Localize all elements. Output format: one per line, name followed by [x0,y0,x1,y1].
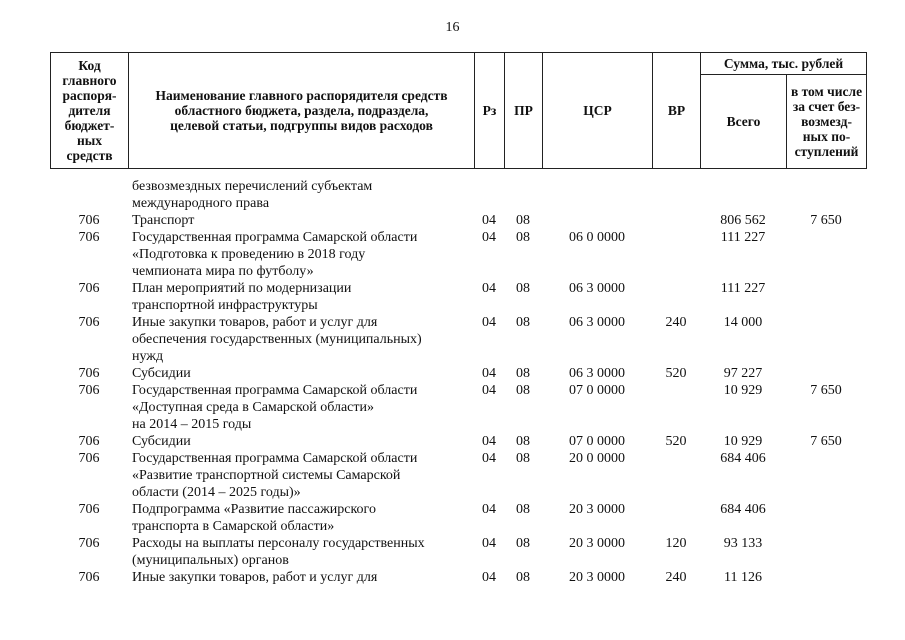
cell-total: 11 126 [724,570,762,585]
name-line: Иные закупки товаров, работ и услуг для [132,570,378,585]
cell-vr: 120 [665,536,687,551]
cell-code: 706 [78,383,100,398]
cell-name [128,314,474,365]
cell-rz: 04 [482,366,496,381]
table-row [50,433,866,450]
name-line: Субсидии [132,434,191,449]
page-number: 16 [445,20,460,35]
name-line: обеспечения государственных (муниципальных) [132,332,422,347]
cell-pr: 08 [516,434,530,449]
cell-rz [474,178,504,212]
cell-csr: 07 0 0000 [569,383,625,398]
table-row [50,229,866,280]
cell-vr [652,178,700,212]
header-free [787,75,867,169]
cell-code: 706 [78,230,100,245]
header-line: дителя [68,103,111,118]
cell-code: 706 [78,366,100,381]
cell-vr [652,382,700,433]
table-row [50,535,866,569]
cell-free [786,569,866,586]
cell-pr: 08 [516,281,530,296]
cell-vr [652,229,700,280]
table-row [50,280,866,314]
table-row [50,365,866,382]
cell-csr: 20 0 0000 [569,451,625,466]
cell-free [786,450,866,501]
cell-total [700,178,786,212]
name-line: Транспорт [132,213,195,228]
header-line: распоря- [62,88,117,103]
name-line: Государственная программа Самарской области [132,383,418,398]
cell-csr: 06 3 0000 [569,281,625,296]
name-line: чемпионата мира по футболу» [132,264,314,279]
cell-csr: 20 3 0000 [569,536,625,551]
cell-name [128,280,474,314]
cell-name [128,501,474,535]
cell-code: 706 [78,570,100,585]
header-line: ных по- [802,129,851,144]
cell-name [128,212,474,229]
cell-code [50,178,128,212]
cell-csr: 20 3 0000 [569,502,625,517]
cell-pr: 08 [516,536,530,551]
cell-name [128,535,474,569]
cell-name [128,382,474,433]
name-line: транспорта в Самарской области» [132,519,335,534]
cell-csr: 20 3 0000 [569,570,625,585]
cell-pr: 08 [516,570,530,585]
name-line: «Развитие транспортной системы Самарской [132,468,401,483]
name-line: «Подготовка к проведению в 2018 году [132,247,366,262]
cell-rz: 04 [482,281,496,296]
header-name [129,53,475,169]
cell-total: 10 929 [723,434,763,449]
name-line: План мероприятий по модернизации [132,281,352,296]
cell-csr: 06 3 0000 [569,315,625,330]
name-line: Расходы на выплаты персоналу государственных [132,536,425,551]
cell-free [786,535,866,569]
cell-name [128,569,474,586]
cell-free [786,365,866,382]
cell-pr: 08 [516,213,530,228]
header-line: за счет без- [792,99,861,114]
cell-rz: 04 [482,536,496,551]
cell-rz: 04 [482,502,496,517]
cell-name [128,365,474,382]
cell-total: 10 929 [723,383,763,398]
cell-vr: 240 [665,570,687,585]
header-line: бюджет- [64,118,115,133]
header-line: областного бюджета, раздела, подраздела, [174,103,429,118]
cell-pr: 08 [516,451,530,466]
header-pr: ПР [505,53,543,169]
cell-total: 111 227 [720,281,766,296]
header-vr: ВР [653,53,701,169]
cell-free: 7 650 [810,213,842,228]
header-code [51,53,129,169]
cell-vr: 520 [665,366,687,381]
header-sum: Сумма, тыс. рублей [701,53,867,75]
name-line: безвозмездных перечислений субъектам [132,179,373,194]
name-line: Государственная программа Самарской области [132,230,418,245]
cell-free [786,229,866,280]
cell-total: 806 562 [720,213,766,228]
cell-total: 93 133 [723,536,763,551]
name-line: Подпрограмма «Развитие пассажирского [132,502,376,517]
header-total: Всего [701,75,787,169]
cell-name [128,229,474,280]
header-line: целевой статьи, подгруппы видов расходов [170,118,433,133]
cell-pr [504,178,542,212]
cell-free: 7 650 [810,383,842,398]
table-row [50,178,866,212]
cell-vr [652,450,700,501]
name-line: «Доступная среда в Самарской области» [132,400,374,415]
header-line: ных [76,133,103,148]
header-csr: ЦСР [543,53,653,169]
cell-free [786,314,866,365]
header-line: возмезд- [801,114,852,129]
cell-code: 706 [78,281,100,296]
name-line: (муниципальных) органов [132,553,289,568]
cell-vr: 520 [665,434,687,449]
cell-total: 14 000 [723,315,763,330]
cell-free [786,280,866,314]
header-line: Код [78,58,101,73]
name-line: Субсидии [132,366,191,381]
cell-pr: 08 [516,366,530,381]
name-line: транспортной инфраструктуры [132,298,318,313]
cell-code: 706 [78,502,100,517]
table-row [50,450,866,501]
cell-csr [542,212,652,229]
cell-name [128,433,474,450]
header-line: ступлений [794,144,859,159]
cell-vr [652,280,700,314]
cell-rz: 04 [482,434,496,449]
cell-free: 7 650 [810,434,842,449]
header-line: Наименование главного распорядителя средств [155,88,448,103]
name-line: международного права [132,196,270,211]
cell-vr: 240 [665,315,687,330]
table-row [50,501,866,535]
cell-name [128,178,474,212]
cell-total: 684 406 [720,502,766,517]
name-line: области (2014 – 2025 годы)» [132,485,301,500]
cell-total: 97 227 [723,366,763,381]
header-rz: Рз [475,53,505,169]
cell-rz: 04 [482,230,496,245]
cell-csr: 06 0 0000 [569,230,625,245]
cell-pr: 08 [516,315,530,330]
cell-code: 706 [78,536,100,551]
cell-csr: 06 3 0000 [569,366,625,381]
cell-vr [652,501,700,535]
cell-pr: 08 [516,383,530,398]
cell-free [786,501,866,535]
cell-rz: 04 [482,213,496,228]
cell-code: 706 [78,434,100,449]
cell-pr: 08 [516,502,530,517]
name-line: нужд [132,349,164,364]
header-line: главного [62,73,117,88]
name-line: на 2014 – 2015 годы [132,417,252,432]
name-line: Государственная программа Самарской области [132,451,418,466]
cell-name [128,450,474,501]
cell-code: 706 [78,451,100,466]
cell-code: 706 [78,315,100,330]
cell-code: 706 [78,213,100,228]
cell-total: 111 227 [720,230,766,245]
cell-free [786,178,866,212]
name-line: Иные закупки товаров, работ и услуг для [132,315,378,330]
header-line: в том числе [790,84,863,99]
cell-csr [542,178,652,212]
cell-rz: 04 [482,315,496,330]
header-line: средств [66,148,113,163]
table-row [50,314,866,365]
cell-pr: 08 [516,230,530,245]
cell-rz: 04 [482,570,496,585]
cell-csr: 07 0 0000 [569,434,625,449]
cell-vr [652,212,700,229]
budget-table-body [50,178,866,586]
cell-rz: 04 [482,383,496,398]
cell-rz: 04 [482,451,496,466]
cell-total: 684 406 [720,451,766,466]
budget-table-header [50,52,867,169]
table-row [50,212,866,229]
table-row [50,569,866,586]
table-row [50,382,866,433]
